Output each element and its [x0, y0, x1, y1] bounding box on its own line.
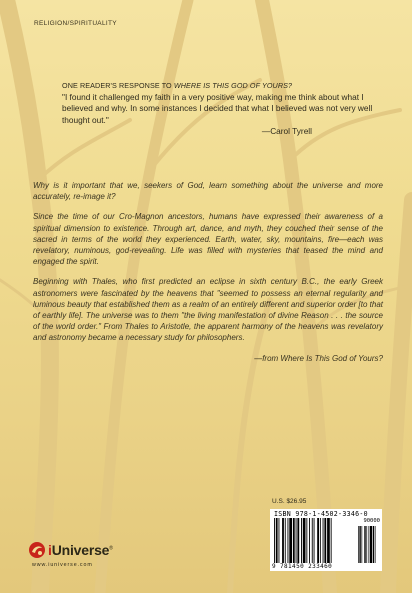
barcode-digits: 9 781450 233460: [272, 563, 333, 570]
source-title: Where Is This God of Yours?: [280, 353, 383, 363]
barcode: [270, 509, 382, 571]
reader-testimonial: [62, 80, 382, 138]
testimonial-quote: "I found it challenged my faith in a very positive way, making me think about what I believed and why. In some instances I decided that what I believed was not very well thought out.": [62, 91, 373, 125]
logo-i: i: [48, 542, 52, 558]
description-paragraph: Beginning with Thales, who first predicted an eclipse in sixth century B.C., the early Greek astronomers were fascinated by the heavens that "seemed to possess an eternal regularity and luminous beauty that established them as a realm of an entirely different and superior order [to that of earthly life]. The universe was to them "the living manifestation of divine Reason . . . the source of the world order." From Thales to Aristotle, the apparent harmony of the heavens was revelatory and astronomy became a necessary study for philosophers.: [33, 277, 383, 343]
book-description: [33, 180, 383, 364]
description-paragraph: Since the time of our Cro-Magnon ancestors, humans have expressed their awareness of a spiritual dimension to existence. Through art, dance, and myth, they couched their sense of the sacred in terms of the world they experienced. Earth, water, sky, mountains, fire—each was revelatory, numinous, god-revealing. Life was filled with mysteries that teased the mind and engaged the spirit.: [33, 212, 383, 267]
testimonial-heading-prefix: ONE READER'S RESPONSE TO: [62, 81, 174, 90]
iuniverse-logo: [28, 541, 148, 571]
publisher-url: www.iuniverse.com: [32, 562, 93, 568]
isbn-number: ISBN 978-1-4502-3346-0: [274, 510, 368, 518]
logo-wordmark: [48, 542, 113, 558]
testimonial-heading: [62, 80, 382, 92]
category-label: RELIGION/SPIRITUALITY: [34, 20, 117, 27]
iuniverse-swirl-icon: [28, 541, 46, 559]
registered-mark: ®: [109, 545, 113, 552]
barcode-addon-digits: 90000: [363, 518, 380, 524]
description-paragraph: Why is it important that we, seekers of God, learn something about the universe and more accurately, re-image it?: [33, 181, 383, 202]
testimonial-book-title: WHERE IS THIS GOD OF YOURS?: [173, 81, 293, 90]
testimonial-author: —Carol Tyrell: [261, 126, 312, 136]
source-prefix: —from: [254, 353, 281, 363]
price-label: U.S. $26.95: [272, 498, 307, 505]
logo-universe: Universe: [51, 542, 110, 558]
barcode-bars: [274, 518, 378, 563]
quote-source: [33, 353, 383, 364]
